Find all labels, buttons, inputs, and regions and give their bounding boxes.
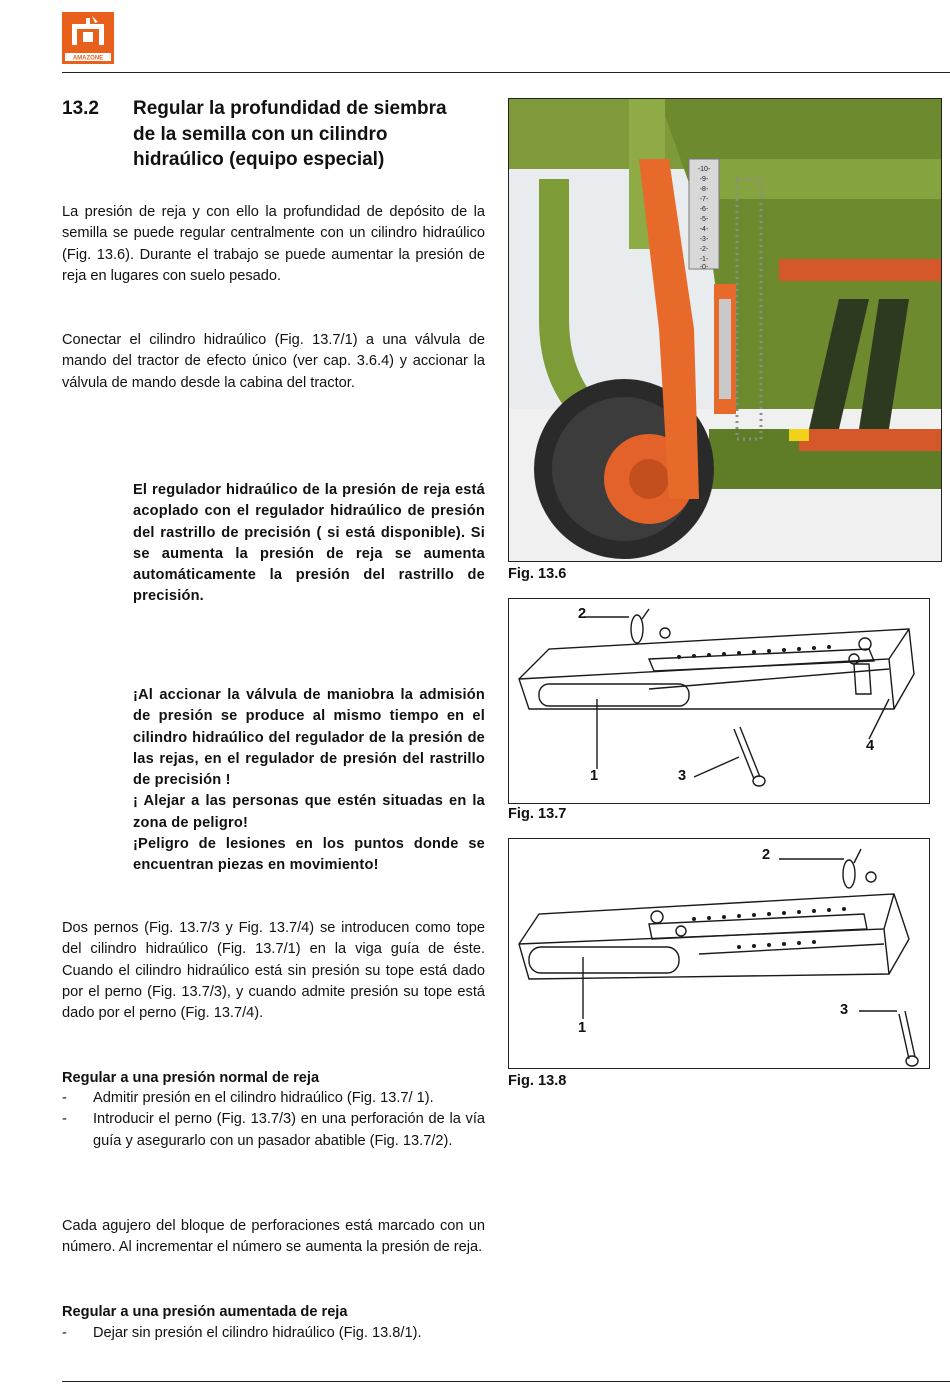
figure-13-7-caption: Fig. 13.7 [508, 806, 567, 822]
scale-label: -0- [699, 264, 709, 271]
normal-pressure-steps [62, 1088, 485, 1152]
scale-label: -4- [699, 226, 709, 233]
scale-label: -3- [699, 236, 709, 243]
amazone-logo [62, 12, 114, 64]
scale-label: -6- [699, 206, 709, 213]
list-dash: - [62, 1090, 67, 1106]
normal-pressure-heading: Regular a una presión normal de reja [62, 1070, 320, 1086]
list-item [62, 1323, 485, 1344]
figure-13-6-photo [508, 98, 942, 562]
list-item [62, 1088, 485, 1109]
list-dash: - [62, 1325, 67, 1341]
list-item [62, 1109, 485, 1152]
logo-text: AMAZONE [72, 55, 104, 62]
header-rule [62, 72, 950, 73]
callout-4: 4 [866, 738, 875, 754]
figure-13-8-caption: Fig. 13.8 [508, 1073, 567, 1089]
callout-3: 3 [840, 1002, 849, 1018]
scale-label: -5- [699, 216, 709, 223]
list-item-text: Introducir el perno (Fig. 13.7/3) en una perforación de la vía guía y asegurarlo con un pasador abatible (Fig. 13.7/2). [93, 1111, 485, 1149]
footer-rule [62, 1381, 950, 1382]
pins-paragraph: Dos pernos (Fig. 13.7/3 y Fig. 13.7/4) se introducen como tope del cilindro hidraúlico (Fig. 13.7/1) en la viga guía de éste. Cuando el cilindro hidraúlico está sin presión su tope está dado por el perno (Fig. 13.7/3), y cuando admite presión su tope está dado por el perno (Fig. 13.7/4). [62, 920, 485, 1022]
callout-1: 1 [578, 1020, 587, 1036]
coupling-note-text: El regulador hidraúlico de la presión de reja está acoplado con el regulador hidraúlico de presión del rastrillo de precisión ( si está disponible). Si se aumenta la presión de reja se aumenta automáticamente la presión del rastrillo de precisión. [133, 482, 485, 605]
scale-label: -1- [699, 256, 709, 263]
holes-paragraph: Cada agujero del bloque de perforaciones está marcado con un número. Al incrementar el número se aumenta la presión de reja. [62, 1218, 485, 1256]
coupling-note [133, 480, 485, 608]
callout-2: 2 [762, 847, 771, 863]
scale-label: -7- [699, 196, 709, 203]
figure-13-6-caption: Fig. 13.6 [508, 566, 567, 582]
safety-warning [133, 685, 485, 877]
warning-pressure-text: ¡Al accionar la válvula de maniobra la admisión de presión se produce al mismo tiempo en el cilindro hidraúlico del regulador de la presión de las rejas, en el regulador de presión del rastrillo de precisión ! [133, 687, 485, 789]
section-title: Regular la profundidad de siembra de la semilla con un cilindro hidraúlico (equipo especial) [133, 98, 447, 170]
callout-2: 2 [578, 606, 587, 622]
increased-pressure-steps [62, 1323, 485, 1344]
increased-pressure-heading: Regular a una presión aumentada de reja [62, 1304, 348, 1320]
section-number: 13.2 [62, 98, 99, 119]
connect-paragraph: Conectar el cilindro hidraúlico (Fig. 13.7/1) a una válvula de mando del tractor de efecto único (ver cap. 3.6.4) y accionar la válvula de mando desde la cabina del tractor. [62, 332, 485, 391]
figure-13-8-drawing [508, 838, 930, 1069]
scale-label: -2- [699, 246, 709, 253]
warning-injury-text: ¡Peligro de lesiones en los puntos donde se encuentran piezas en movimiento! [133, 836, 485, 874]
intro-paragraph: La presión de reja y con ello la profundidad de depósito de la semilla se puede regular centralmente con un cilindro hidraúlico (Fig. 13.6). Durante el trabajo se puede aumentar la presión de reja en lugares con suelo pesado. [62, 204, 485, 284]
scale-label: -10- [697, 166, 711, 173]
warning-danger-zone-text: ¡ Alejar a las personas que estén situadas en la zona de peligro! [133, 793, 485, 831]
callout-1: 1 [590, 768, 599, 784]
scale-label: -9- [699, 176, 709, 183]
callout-3: 3 [678, 768, 687, 784]
scale-label: -8- [699, 186, 709, 193]
figure-13-7-drawing [508, 598, 930, 804]
list-item-text: Admitir presión en el cilindro hidraúlico (Fig. 13.7/ 1). [93, 1090, 434, 1106]
list-item-text: Dejar sin presión el cilindro hidraúlico (Fig. 13.8/1). [93, 1325, 422, 1341]
list-dash: - [62, 1111, 67, 1128]
